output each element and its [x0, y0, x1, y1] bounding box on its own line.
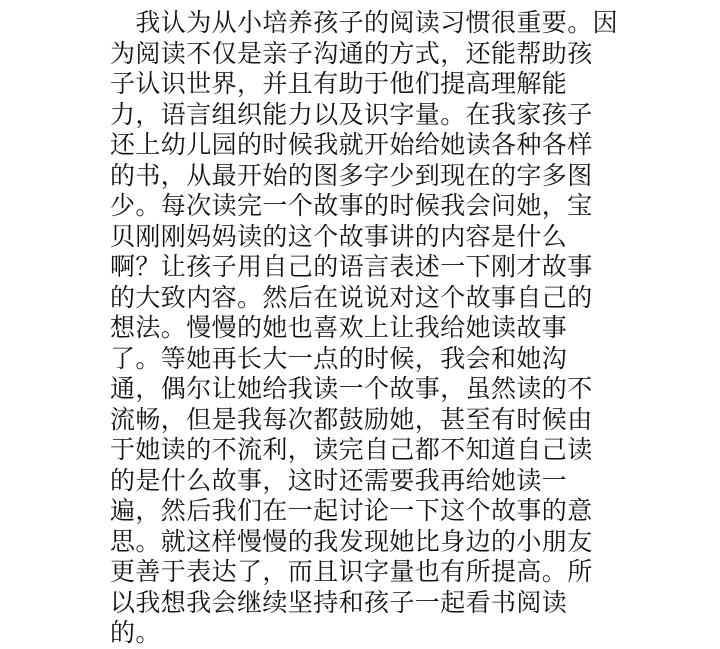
- text-line-20: 以我想我会继续坚持和孩子一起看书阅读: [110, 587, 568, 617]
- text-line-3: 子认识世界，并且有助于他们提高理解能: [110, 69, 568, 98]
- text-line-15: 于她读的不流利，读完自己都不知道自己读: [110, 435, 593, 464]
- text-line-18: 思。就这样慢慢的我发现她比身边的小朋友: [110, 526, 593, 556]
- text-line-4: 力，语言组织能力以及识字量。在我家孩子: [110, 99, 593, 129]
- text-line-2: 为阅读不仅是亲子沟通的方式，还能帮助孩: [110, 38, 593, 68]
- text-line-12: 了。等她再长大一点的时候，我会和她沟: [110, 343, 568, 373]
- text-line-19: 更善于表达了，而且识字量也有所提高。所: [110, 557, 593, 586]
- text-line-16: 的是什么故事，这时还需要我再给她读一: [110, 465, 568, 495]
- text-line-8: 贝刚刚妈妈读的这个故事讲的内容是什么: [110, 221, 568, 251]
- text-line-1: 我认为从小培养孩子的阅读习惯很重要。因: [110, 8, 619, 37]
- text-line-10: 的大致内容。然后在说说对这个故事自己的: [110, 282, 593, 312]
- text-line-17: 遍，然后我们在一起讨论一下这个故事的意: [110, 496, 593, 525]
- text-line-7: 少。每次读完一个故事的时候我会问她，宝: [110, 191, 593, 220]
- text-line-21: 的。: [110, 618, 161, 647]
- text-line-5: 还上幼儿园的时候我就开始给她读各种各样: [110, 130, 593, 159]
- text-line-14: 流畅，但是我每次都鼓励她，甚至有时候由: [110, 404, 593, 434]
- essay-paragraph: [110, 8, 619, 649]
- text-line-11: 想法。慢慢的她也喜欢上让我给她读故事: [110, 313, 568, 342]
- text-line-13: 通，偶尔让她给我读一个故事，虽然读的不: [110, 374, 593, 403]
- text-line-6: 的书，从最开始的图多字少到现在的字多图: [110, 160, 593, 190]
- text-line-9: 啊？让孩子用自己的语言表述一下刚才故事: [110, 252, 593, 281]
